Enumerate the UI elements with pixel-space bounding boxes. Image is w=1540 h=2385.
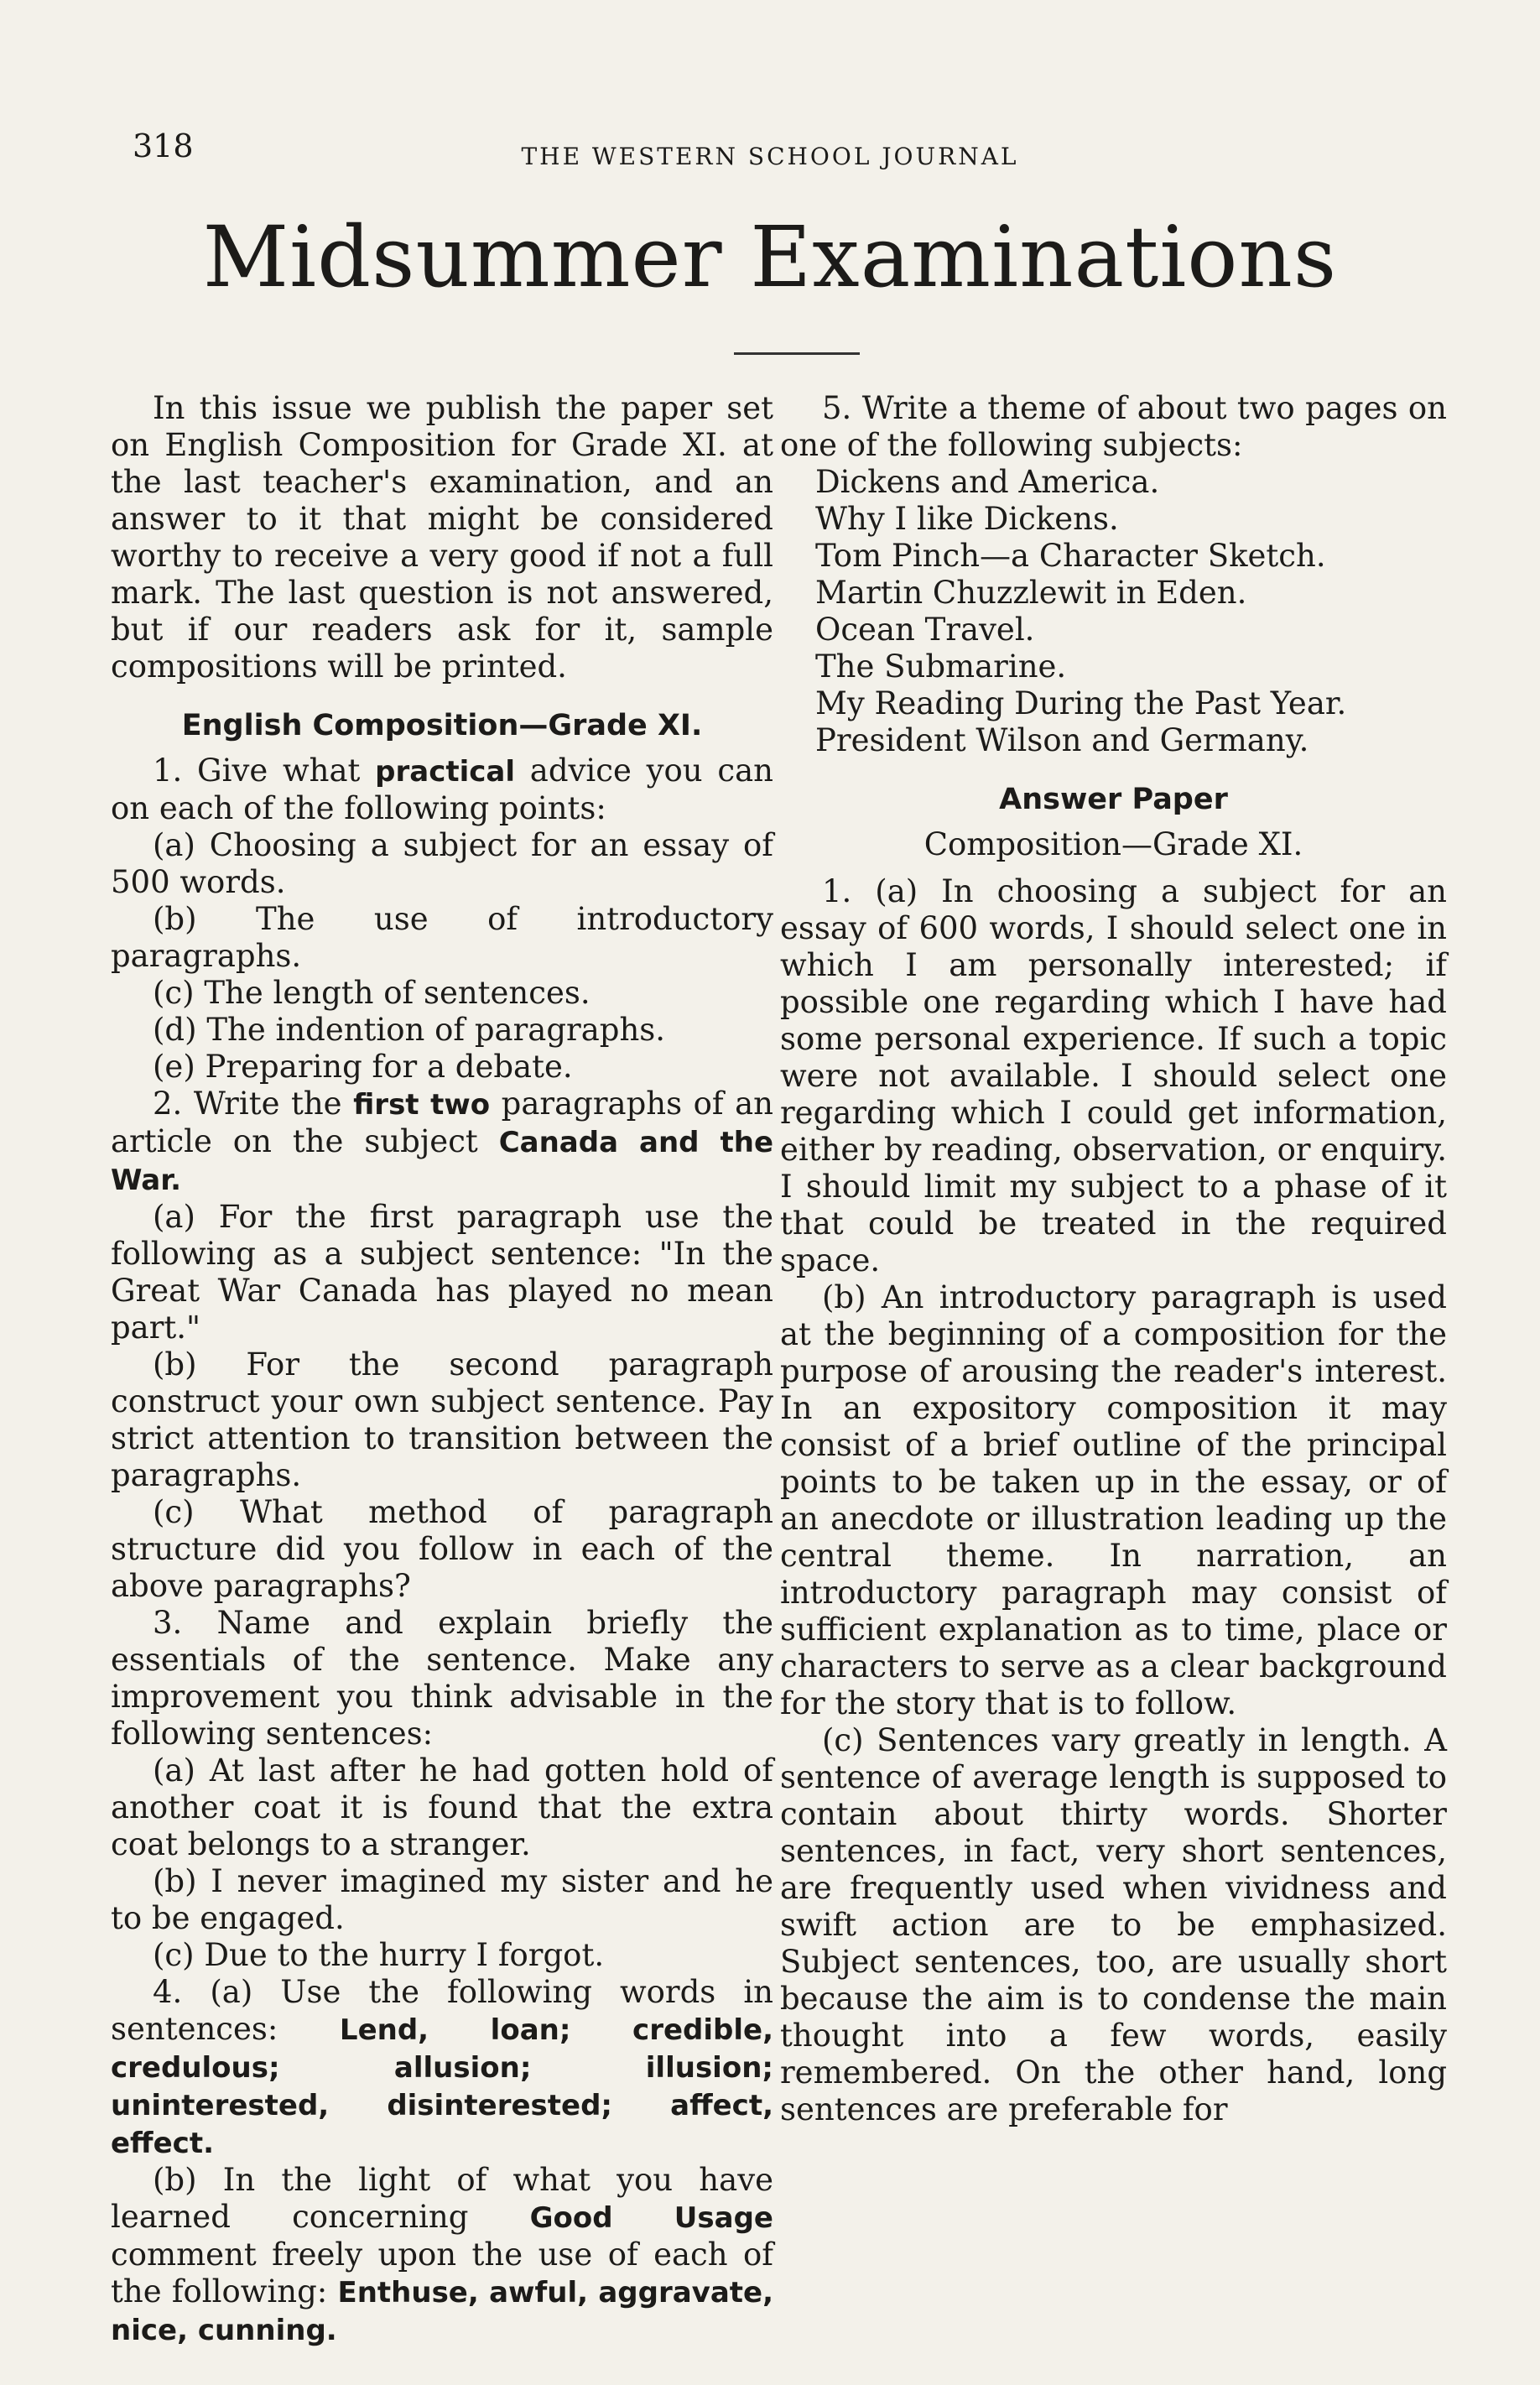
topic-item: Ocean Travel. — [815, 612, 1035, 648]
q2-bold-2: Canada and the War. — [111, 1126, 773, 1197]
topic-item: The Submarine. — [815, 648, 1067, 685]
q3-item-c: (c) Due to the hurry I forgot. — [153, 1937, 605, 1973]
q1-item-e: (e) Preparing for a debate. — [153, 1049, 573, 1085]
topic-item: Tom Pinch—a Character Sketch. — [815, 538, 1326, 574]
title-divider — [734, 352, 860, 355]
q1-bold: practical — [375, 755, 516, 789]
q2-bold-1: first two — [353, 1088, 491, 1122]
article-title: Midsummer Examinations — [202, 208, 1338, 306]
question-5: 5. Write a theme of about two pages on one of the following subjects: — [780, 390, 1447, 463]
topic-list — [815, 464, 1447, 759]
q2-item-b: (b) For the second paragraph construct your own subject sentence. Pay strict attention to transition between the paragraphs. — [111, 1346, 773, 1493]
intro-paragraph: In this issue we publish the paper set on English Composition for Grade XI. at the last teacher's examination, and an answer to it that might be considered worthy to receive a very good if not a full mark. The last question is not answered, but if our readers ask for it, sample compositions will be printed. — [111, 390, 773, 685]
q1-item-c: (c) The length of sentences. — [153, 975, 591, 1011]
answer-heading: Answer Paper — [999, 783, 1228, 816]
q3-item-a: (a) At last after he had gotten hold of another coat it is found that the extra coat belongs to a stranger. — [111, 1752, 773, 1862]
q2-item-a: (a) For the first paragraph use the following as a subject sentence: "In the Great War Canada has played no mean part." — [111, 1199, 773, 1346]
exam-heading: English Composition—Grade XI. — [181, 709, 703, 742]
question-1 — [111, 752, 773, 827]
q2-text-mid: paragraphs of an article on the subject — [111, 1086, 773, 1159]
q4a-text: 4. (a) Use the following words in sentences: — [111, 1974, 773, 2047]
question-4a — [111, 1974, 773, 2162]
answer-paragraph-1b: (b) An introductory paragraph is used at the beginning of a composition for the purpose of arousing the reader's interest. In an expository composition it may consist of a brief outline of the principal points to be taken up in the essay, or of an anecdote or illustration leading up the central theme. In narration, an introductory paragraph may consist of sufficient explanation as to time, place or characters to serve as a clear background for the story that is to follow. — [780, 1279, 1447, 1721]
topic-item: Why I like Dickens. — [815, 501, 1119, 537]
question-3: 3. Name and explain briefly the essentials of the sentence. Make any improvement you think advisable in the following sentences: — [111, 1605, 773, 1752]
q1-text-end: advice you can on each of the following points: — [111, 752, 773, 826]
page-number: 318 — [133, 128, 194, 164]
left-column — [111, 390, 773, 2349]
q3-item-b: (b) I never imagined my sister and he to be engaged. — [111, 1863, 773, 1936]
q4b-bold-1: Good Usage — [529, 2201, 773, 2235]
q1-item-a: (a) Choosing a subject for an essay of 500 words. — [111, 827, 773, 900]
q2-item-c: (c) What method of paragraph structure did you follow in each of the above paragraphs? — [111, 1494, 773, 1604]
q1-item-d: (d) The indention of paragraphs. — [153, 1012, 666, 1048]
right-column — [780, 390, 1447, 2128]
q4a-bold: Lend, loan; credible, credulous; allusion; illusion; uninterested, disinterested; affect, effect. — [111, 2013, 773, 2160]
answer-paragraph-1c: (c) Sentences vary greatly in length. A sentence of average length is supposed to contain about thirty words. Shorter sentences, in fact, very short sentences, are frequently used when vividness and swift action are to be emphasized. Subject sentences, too, are usually short because the aim is to condense the main thought into a few words, easily remembered. On the other hand, long sentences are preferable for — [780, 1722, 1447, 2127]
topic-item: Martin Chuzzlewit in Eden. — [815, 575, 1247, 611]
q2-text: 2. Write the — [153, 1086, 354, 1122]
question-2 — [111, 1086, 773, 1199]
q4b-bold-2: Enthuse, awful, aggravate, nice, cunning. — [111, 2276, 773, 2347]
topic-item: My Reading During the Past Year. — [815, 685, 1347, 721]
q4b-text: (b) In the light of what you have learned concerning — [111, 2162, 773, 2235]
q4b-text-mid: comment freely upon the use of each of the following: — [111, 2237, 773, 2309]
running-head: THE WESTERN SCHOOL JOURNAL — [521, 143, 1019, 170]
answer-subheading: Composition—Grade XI. — [923, 826, 1303, 862]
q1-text: 1. Give what — [153, 752, 376, 789]
answer-paragraph-1a: 1. (a) In choosing a subject for an essay of 600 words, I should select one in which I am personally interested; if possible one regarding which I have had some personal experience. If such a topic were not available. I should select one regarding which I could get information, either by reading, observation, or enquiry. I should limit my subject to a phase of it that could be treated in the required space. — [780, 873, 1447, 1278]
question-4b — [111, 2162, 773, 2349]
page-header — [0, 128, 1540, 186]
q1-item-b: (b) The use of introductory paragraphs. — [111, 901, 773, 974]
topic-item: President Wilson and Germany. — [815, 722, 1309, 758]
topic-item: Dickens and America. — [815, 464, 1160, 500]
